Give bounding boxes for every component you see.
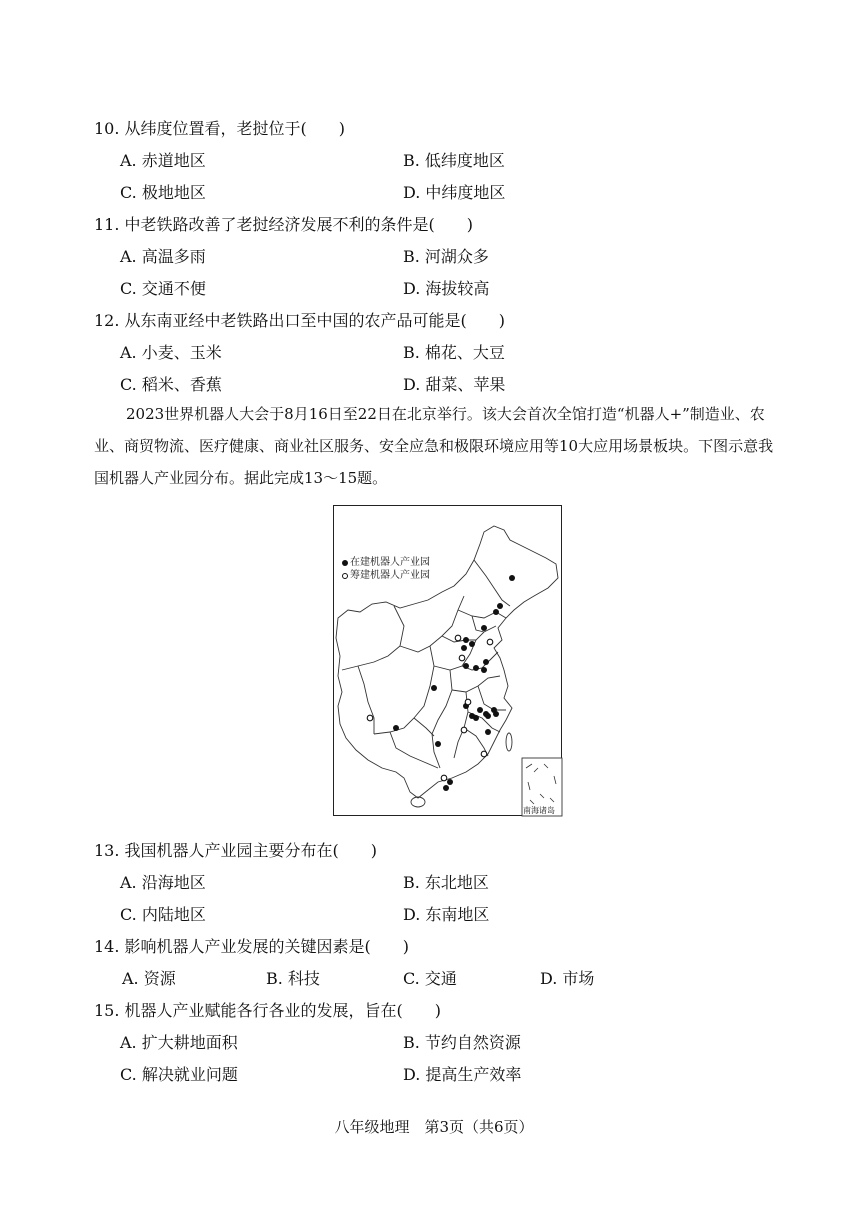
question-14-stem: 14. 影响机器人产业发展的关键因素是( ) bbox=[94, 937, 410, 956]
question-12-option-d: D. 甜菜、苹果 bbox=[403, 375, 506, 394]
question-12-stem: 12. 从东南亚经中老铁路出口至中国的农产品可能是( ) bbox=[94, 311, 506, 330]
built-park-marker bbox=[393, 725, 399, 731]
legend-planned-label: 筹建机器人产业园 bbox=[350, 570, 430, 581]
material-text: 2023世界机器人大会于8月16日至22日在北京举行。该大会首次全馆打造“机器人+”制造业、农业、商贸物流、医疗健康、商业社区服务、安全应急和极限环境应用等10大应用场景板块。下图示意我国机器人产业园分布。据此完成13～15题。 bbox=[94, 405, 774, 487]
question-15-option-c: C. 解决就业问题 bbox=[120, 1065, 238, 1084]
question-15-option-d: D. 提高生产效率 bbox=[403, 1065, 522, 1084]
legend-built bbox=[342, 556, 430, 569]
built-park-marker bbox=[463, 663, 469, 669]
robot-industry-park-map bbox=[333, 505, 562, 816]
planned-park-marker bbox=[455, 635, 461, 641]
material-passage bbox=[94, 398, 784, 494]
planned-park-marker bbox=[441, 775, 447, 781]
page-footer: 八年级地理 第3页（共6页） bbox=[334, 1118, 534, 1136]
china-outline-map bbox=[334, 506, 563, 817]
question-13-option-a: A. 沿海地区 bbox=[120, 873, 206, 892]
built-park-marker bbox=[461, 645, 467, 651]
question-10-option-c: C. 极地地区 bbox=[120, 183, 206, 202]
question-15-option-b: B. 节约自然资源 bbox=[403, 1033, 521, 1052]
built-park-marker bbox=[469, 713, 475, 719]
planned-park-marker bbox=[481, 751, 487, 757]
planned-park-marker bbox=[461, 727, 467, 733]
question-10-option-b: B. 低纬度地区 bbox=[403, 151, 505, 170]
built-park-marker bbox=[463, 637, 469, 643]
planned-park-marker bbox=[487, 639, 493, 645]
question-13-option-c: C. 内陆地区 bbox=[120, 905, 206, 924]
built-park-marker bbox=[497, 603, 503, 609]
question-14-option-a: A. 资源 bbox=[122, 969, 176, 988]
built-park-marker bbox=[431, 685, 437, 691]
question-13-stem: 13. 我国机器人产业园主要分布在( ) bbox=[94, 841, 378, 860]
planned-park-marker bbox=[459, 655, 465, 661]
question-14-option-d: D. 市场 bbox=[540, 969, 595, 988]
question-13-option-d: D. 东南地区 bbox=[403, 905, 490, 924]
question-11-option-a: A. 高温多雨 bbox=[120, 247, 206, 266]
question-15-option-a: A. 扩大耕地面积 bbox=[120, 1033, 238, 1052]
built-park-marker bbox=[481, 625, 487, 631]
built-park-marker bbox=[435, 741, 441, 747]
question-10-option-d: D. 中纬度地区 bbox=[403, 183, 506, 202]
built-park-marker bbox=[483, 659, 489, 665]
question-13-option-b: B. 东北地区 bbox=[403, 873, 489, 892]
built-park-marker bbox=[473, 665, 479, 671]
question-10-option-a: A. 赤道地区 bbox=[120, 151, 206, 170]
planned-park-marker bbox=[465, 699, 471, 705]
question-11-stem: 11. 中老铁路改善了老挝经济发展不利的条件是( ) bbox=[94, 215, 474, 234]
built-park-marker bbox=[477, 707, 483, 713]
map-legend bbox=[342, 556, 430, 582]
question-12-option-b: B. 棉花、大豆 bbox=[403, 343, 505, 362]
built-park-marker bbox=[481, 667, 487, 673]
built-park-marker bbox=[493, 609, 499, 615]
question-14-option-b: B. 科技 bbox=[266, 969, 320, 988]
question-12-option-c: C. 稻米、香蕉 bbox=[120, 375, 222, 394]
hollow-dot-icon bbox=[342, 573, 348, 579]
built-park-marker bbox=[485, 729, 491, 735]
question-14-option-c: C. 交通 bbox=[403, 969, 457, 988]
built-park-marker bbox=[469, 641, 475, 647]
solid-dot-icon bbox=[342, 560, 348, 566]
inset-label: 南海诸岛 bbox=[523, 806, 555, 815]
built-park-marker bbox=[443, 785, 449, 791]
planned-park-marker bbox=[367, 715, 373, 721]
question-15-stem: 15. 机器人产业赋能各行各业的发展，旨在( ) bbox=[94, 1001, 442, 1020]
question-10-stem: 10. 从纬度位置看，老挝位于( ) bbox=[94, 119, 346, 138]
built-park-marker bbox=[509, 575, 515, 581]
built-park-marker bbox=[493, 711, 499, 717]
question-11-option-b: B. 河湖众多 bbox=[403, 247, 489, 266]
question-12-option-a: A. 小麦、玉米 bbox=[120, 343, 222, 362]
legend-planned bbox=[342, 569, 430, 582]
legend-built-label: 在建机器人产业园 bbox=[350, 557, 430, 568]
question-11-option-d: D. 海拔较高 bbox=[403, 279, 490, 298]
built-park-marker bbox=[485, 713, 491, 719]
question-11-option-c: C. 交通不便 bbox=[120, 279, 206, 298]
built-park-marker bbox=[447, 779, 453, 785]
